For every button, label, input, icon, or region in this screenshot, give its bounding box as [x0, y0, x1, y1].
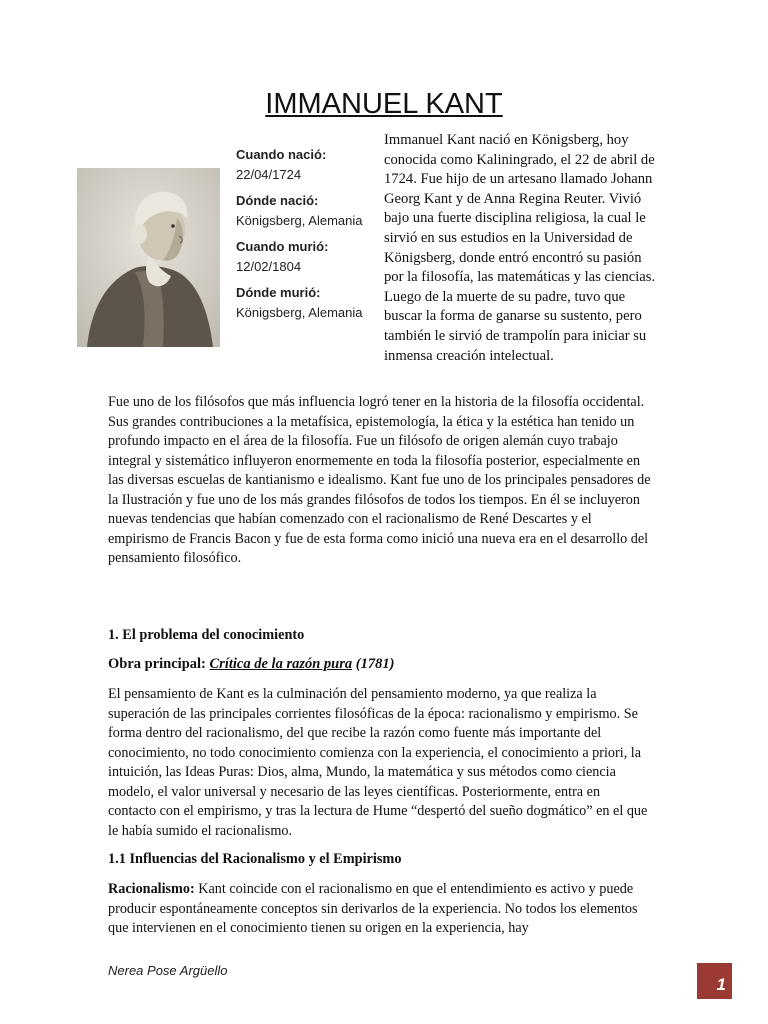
- born-where-label: Dónde nació:: [236, 193, 319, 208]
- died-where-value: Königsberg, Alemania: [236, 305, 363, 320]
- kant-portrait-image: [77, 168, 220, 347]
- died-when-label: Cuando murió:: [236, 239, 329, 254]
- rationalism-text: Kant coincide con el racionalismo en que el entendimiento es activo y puede producir espontáneamente conceptos sin derivarlos de la experiencia. No todos los elementos que intervienen en el conocimiento tienen su origen en la experiencia, hay: [108, 881, 638, 936]
- page-number: 1: [716, 975, 726, 994]
- died-where-group: [236, 283, 376, 323]
- main-work-year: (1781): [355, 656, 395, 672]
- footer-author: Nerea Pose Argüello: [108, 963, 228, 978]
- biography-paragraph: Fue uno de los filósofos que más influencia logró tener en la historia de la filosofía occidental. Sus grandes contribuciones a la metafísica, epistemología, la ética y la estética han tenido un profundo impacto en el área de la filosofía. Fue un filósofo de origen alemán cuyo trabajo integral y sistemático influyeron enormemente en toda la filosofía posterior, especialmente en las diversas escuelas de kantianismo e idealismo. Kant fue uno de los principales pensadores de la Ilustración y fue uno de los más grandes filósofos de todos los tiempos. En él se incluyeron nuevas tendencias que habían comenzado con el racionalismo de René Descartes y el empirismo de Francis Bacon y fue de esta forma como inició una nueva era en el desarrollo del pensamiento filosófico.: [108, 394, 651, 566]
- born-when-group: [236, 145, 376, 185]
- rationalism-label: Racionalismo:: [108, 881, 195, 897]
- portrait-illustration: [77, 168, 220, 347]
- main-work-line: [108, 656, 394, 673]
- section-1-heading: 1. El problema del conocimiento: [108, 627, 305, 643]
- main-work-title: Crítica de la razón pura: [209, 656, 353, 672]
- born-where-group: [236, 191, 376, 231]
- born-when-value: 22/04/1724: [236, 167, 302, 182]
- intro-paragraph: Immanuel Kant nació en Königsberg, hoy conocida como Kaliningrado, el 22 de abril de 1724. Fue hijo de un artesano llamado Johann Georg Kant y de Anna Regina Reuter. Vivió bajo una fuerte disciplina religiosa, la cual le sirvió en sus estudios en la Universidad de Königsberg, donde entró encontró su pasión por la filosofía, las matemáticas y las ciencias. Luego de la muerte de su padre, tuvo que buscar la forma de ganarse su sustento, pero también le sirvió de trampolín para iniciar su inmensa creación intelectual.: [384, 132, 656, 364]
- section-1-paragraph: El pensamiento de Kant es la culminación del pensamiento moderno, ya que realiza la superación de las principales corrientes filosóficas de la época: racionalismo y empirismo. Se forma dentro del racionalismo, del que recibe la razón como fuente más importante del conocimiento, no todo conocimiento comienza con la experiencia, el conocimiento a priori, la intuición, las Ideas Puras: Dios, alma, Mundo, la matemática y sus métodos como ciencia modelo, el valor universal y necesario de las leyes científicas. Posteriormente, entra en contacto con el empirismo, y tras la lectura de Hume “despertó del sueño dogmático” en el que le había sumido el racionalismo.: [108, 686, 648, 839]
- biography-facts: [236, 145, 376, 329]
- section-1-1-heading: 1.1 Influencias del Racionalismo y el Empirismo: [108, 851, 402, 867]
- died-where-label: Dónde murió:: [236, 285, 321, 300]
- died-when-value: 12/02/1804: [236, 259, 302, 274]
- page-number-badge: [697, 963, 732, 999]
- born-where-value: Königsberg, Alemania: [236, 213, 363, 228]
- document-title: IMMANUEL KANT: [265, 88, 503, 120]
- rationalism-paragraph: [108, 880, 654, 939]
- born-when-label: Cuando nació:: [236, 147, 327, 162]
- main-work-label: Obra principal:: [108, 656, 206, 672]
- died-when-group: [236, 237, 376, 277]
